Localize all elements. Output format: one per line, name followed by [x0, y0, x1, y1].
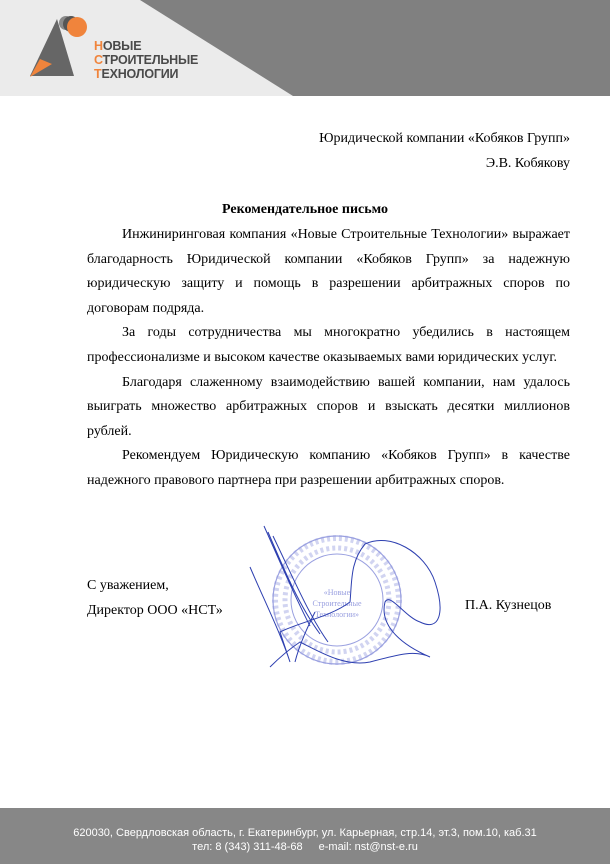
footer-email: e-mail: nst@nst-e.ru [318, 841, 418, 853]
signer-name: П.А. Кузнецов [465, 598, 552, 613]
addressee-company: Юридической компании «Кобяков Групп» [319, 131, 570, 146]
letter-body [87, 223, 570, 494]
paragraph: За годы сотрудничества мы многократно убедились в настоящем профессионализме и высоком качестве оказываемых вами юридических услуг. [87, 325, 570, 365]
company-logo-icon [30, 16, 87, 77]
addressee [319, 126, 570, 176]
closing: С уважением, [87, 578, 169, 593]
svg-text:«Новые: «Новые [323, 588, 351, 597]
letterhead [0, 0, 610, 96]
paragraph: Благодаря слаженному взаимодействию вашей компании, нам удалось выиграть множество арбитражных споров и взыскать десятки миллионов рублей. [87, 374, 570, 439]
svg-text:Технологии»: Технологии» [314, 610, 360, 619]
signer-position: Директор ООО «НСТ» [87, 602, 223, 618]
paragraph: Рекомендуем Юридическую компанию «Кобяков Групп» в качестве надежного правового партнера при разрешении арбитражных споров. [87, 448, 570, 488]
footer-contacts [0, 841, 610, 853]
letterhead-footer [0, 808, 610, 864]
logo-word: ЕХНОЛОГИИ [101, 67, 179, 81]
signature-block [87, 574, 223, 623]
logo-word: ТРОИТЕЛЬНЫЕ [102, 53, 199, 67]
paragraph: Инжиниринговая компания «Новые Строительные Технологии» выражает благодарность Юридической компании «Кобяков Групп» за надежную юридическую защиту и помощь в разрешении арбитражных споров по договорам подряда. [87, 227, 570, 316]
company-stamp [273, 536, 401, 664]
footer-address: 620030, Свердловская область, г. Екатеринбург, ул. Карьерная, стр.14, эт.3, пом.10, каб.31 [73, 827, 537, 839]
logo-initial: С [94, 53, 103, 67]
logo-initial: Н [94, 39, 103, 53]
company-logo-text [94, 39, 198, 81]
addressee-person: Э.В. Кобякову [485, 156, 570, 171]
footer-phone: тел: 8 (343) 311-48-68 [192, 841, 303, 853]
letterhead-graphic [0, 0, 610, 96]
header-gray-band [140, 0, 610, 96]
logo-word: ОВЫЕ [102, 39, 142, 53]
letter-title: Рекомендательное письмо [222, 202, 388, 217]
logo-initial: Т [94, 67, 102, 81]
svg-text:Строительные: Строительные [312, 599, 362, 608]
stamp-and-signature [240, 522, 464, 668]
